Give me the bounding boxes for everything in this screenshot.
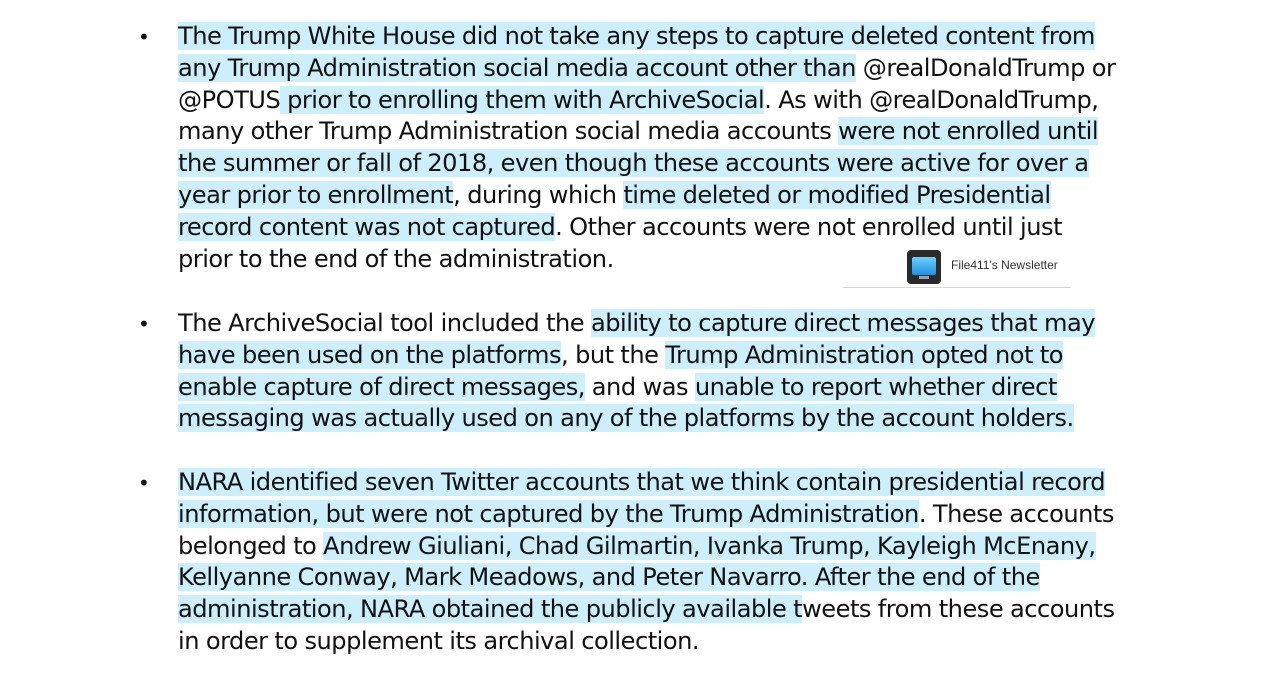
bullet-paragraph-3: [178, 467, 1153, 658]
highlighted-text: Kellyanne Conway, Mark Meadows, and Peter Navarro. After the end of the: [178, 563, 1040, 592]
highlighted-text: The Trump White House did not take any steps to capture deleted content from: [178, 22, 1095, 50]
text-line: [178, 21, 1153, 53]
text-line: [178, 116, 1153, 148]
plain-text: . These accounts: [918, 499, 1114, 528]
text-line: [178, 340, 1153, 372]
highlighted-text: Trump Administration opted not to: [665, 340, 1063, 369]
highlighted-text: have been used on the platforms: [178, 340, 562, 369]
text-line: [178, 212, 1153, 244]
bullet-paragraph-1: [178, 21, 1153, 275]
plain-text: . Other accounts were not enrolled until just: [555, 212, 1063, 241]
text-line: [178, 499, 1153, 531]
bullet-dot: •: [138, 471, 150, 495]
text-line: [178, 531, 1153, 563]
text-line: [178, 308, 1153, 340]
highlighted-text: Andrew Giuliani, Chad Gilmartin, Ivanka Trump, Kayleigh McEnany,: [323, 531, 1096, 560]
text-line: [178, 148, 1153, 180]
text-line: [178, 53, 1153, 85]
text-line: [178, 85, 1153, 117]
highlighted-text: messaging was actually used on any of the platforms by the account holders.: [178, 404, 1074, 433]
highlighted-text: prior to enrolling them with ArchiveSocial: [280, 85, 765, 114]
plain-text: The ArchiveSocial tool included the: [178, 309, 591, 337]
plain-text: . As with @realDonaldTrump,: [764, 85, 1099, 114]
bullet-dot: •: [138, 25, 150, 49]
text-line: [178, 562, 1153, 594]
plain-text: belonged to: [178, 531, 324, 560]
text-line: [178, 626, 1153, 658]
highlighted-text: time deleted or modified Presidential: [623, 180, 1051, 209]
plain-text: weets from these accounts: [802, 595, 1115, 624]
highlighted-text: but were not captured by the Trump Administration: [318, 499, 919, 528]
plain-text: prior to the end of the administration.: [178, 244, 614, 273]
text-line: [178, 594, 1153, 626]
highlighted-text: the summer or fall of 2018, even though these accounts were active for over a: [178, 149, 1089, 178]
text-line: [178, 180, 1153, 212]
plain-text: in order to supplement its archival collection.: [178, 626, 700, 655]
highlighted-text: unable to report whether direct: [694, 372, 1057, 401]
plain-text: many other Trump Administration social media accounts: [178, 117, 839, 146]
highlighted-text: ability to capture direct messages that may: [590, 309, 1095, 337]
highlighted-text: NARA identified seven Twitter accounts that we think contain presidential record: [178, 468, 1106, 496]
bullet-paragraph-2: [178, 308, 1153, 435]
newsletter-badge[interactable]: [843, 248, 1071, 288]
plain-text: , but the: [561, 340, 666, 369]
computer-monitor-icon: [907, 250, 941, 284]
highlighted-text: year prior to enrollment: [178, 180, 454, 209]
plain-text: @realDonaldTrump or: [855, 53, 1116, 82]
highlighted-text: information,: [178, 499, 319, 528]
highlighted-text: enable capture of direct messages,: [178, 372, 585, 401]
highlighted-text: record content was not captured: [178, 212, 556, 241]
text-line: [178, 403, 1153, 435]
plain-text: @POTUS: [178, 85, 281, 114]
highlighted-text: administration, NARA obtained the publicly available t: [178, 595, 803, 624]
plain-text: , during which: [453, 180, 624, 209]
bullet-dot: •: [138, 312, 150, 336]
newsletter-label: File411's Newsletter: [951, 258, 1058, 272]
text-line: [178, 467, 1153, 499]
highlighted-text: were not enrolled until: [838, 117, 1099, 146]
highlighted-text: any Trump Administration social media account other than: [178, 53, 856, 82]
plain-text: and was: [584, 372, 695, 401]
text-line: [178, 372, 1153, 404]
